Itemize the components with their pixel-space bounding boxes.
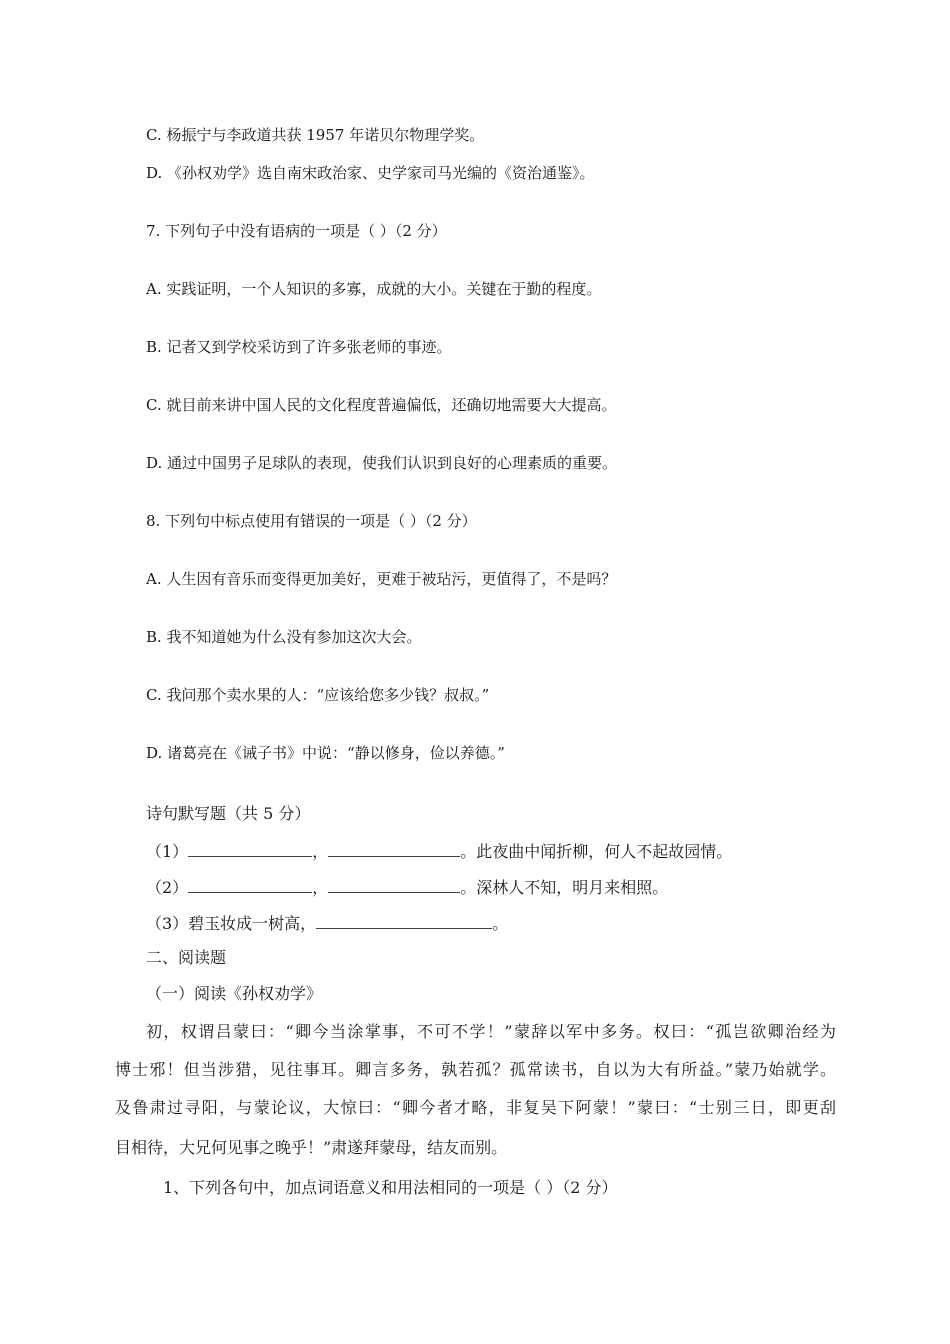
passage-line-3-text: 及鲁肃过寻阳，与蒙论议，大惊曰：“卿今者才略，非复吴下阿蒙！”蒙曰：“士别三日，即更刮 xyxy=(115,1098,836,1117)
passage-line-1 xyxy=(146,1024,836,1040)
poetry-item-1-comma: ， xyxy=(312,842,329,861)
passage-line-3 xyxy=(115,1100,836,1116)
reading-sub-heading: （一）阅读《孙权劝学》 xyxy=(146,984,323,1003)
q7-stem: 7. 下列句子中没有语病的一项是（ ）（2 分） xyxy=(146,222,447,240)
q8-option-a: A. 人生因有音乐而变得更加美好，更难于被玷污，更值得了，不是吗？ xyxy=(146,570,617,588)
q6-option-d: D. 《孙权劝学》选自南宋政治家、史学家司马光编的《资治通鉴》。 xyxy=(146,164,595,182)
q8-option-c: C. 我问那个卖水果的人：“应该给您多少钱？叔叔。” xyxy=(146,686,490,704)
reading-section-heading: 二、阅读题 xyxy=(146,948,227,967)
q7-option-c: C. 就目前来讲中国人民的文化程度普遍偏低，还确切地需要大大提高。 xyxy=(146,396,617,414)
poetry-item-2-prefix: （2） xyxy=(146,878,189,897)
poetry-item-3 xyxy=(146,914,508,932)
poetry-item-1 xyxy=(146,842,732,860)
q7-option-d: D. 通过中国男子足球队的表现，使我们认识到良好的心理素质的重要。 xyxy=(146,454,618,472)
reading-question-1: 1、下列各句中，加点词语意义和用法相同的一项是（ ）（2 分） xyxy=(163,1178,618,1197)
poetry-blank-3[interactable] xyxy=(316,914,492,929)
q6-option-c: C. 杨振宁与李政道共获 1957 年诺贝尔物理学奖。 xyxy=(146,126,485,144)
poetry-item-1-rest: 。此夜曲中闻折柳，何人不起故园情。 xyxy=(460,842,733,861)
passage-line-2-text: 博士邪！但当涉猎，见往事耳。卿言多务，孰若孤？孤常读书，自以为大有所益。”蒙乃始就学。 xyxy=(115,1060,836,1079)
q7-option-a: A. 实践证明，一个人知识的多寡，成就的大小。关键在于勤的程度。 xyxy=(146,280,602,298)
passage-line-2 xyxy=(115,1062,836,1078)
q8-stem: 8. 下列句中标点使用有错误的一项是（ ）（2 分） xyxy=(146,512,477,530)
poetry-heading: 诗句默写题（共 5 分） xyxy=(146,804,311,823)
poetry-blank-2b[interactable] xyxy=(328,878,460,893)
poetry-blank-1b[interactable] xyxy=(328,842,460,857)
poetry-blank-1a[interactable] xyxy=(188,842,312,857)
q7-option-b: B. 记者又到学校采访到了许多张老师的事迹。 xyxy=(146,338,452,356)
poetry-item-2-comma: ， xyxy=(312,878,329,897)
poetry-item-2 xyxy=(146,878,668,896)
poetry-item-1-prefix: （1） xyxy=(146,842,189,861)
passage-line-4: 目相待，大兄何见事之晚乎！”肃遂拜蒙母，结友而别。 xyxy=(115,1138,508,1157)
poetry-item-2-rest: 。深林人不知，明月来相照。 xyxy=(460,878,669,897)
q8-option-b: B. 我不知道她为什么没有参加这次大会。 xyxy=(146,628,422,646)
q8-option-d: D. 诸葛亮在《诫子书》中说：“静以修身，俭以养德。” xyxy=(146,744,505,762)
passage-line-1-text: 初，权谓吕蒙曰：“卿今当涂掌事，不可不学！”蒙辞以军中多务。权曰：“孤岂欲卿治经为 xyxy=(146,1022,836,1041)
poetry-blank-2a[interactable] xyxy=(188,878,312,893)
poetry-item-3-rest: 。 xyxy=(492,914,509,933)
poetry-item-3-prefix: （3）碧玉妆成一树高， xyxy=(146,914,317,933)
